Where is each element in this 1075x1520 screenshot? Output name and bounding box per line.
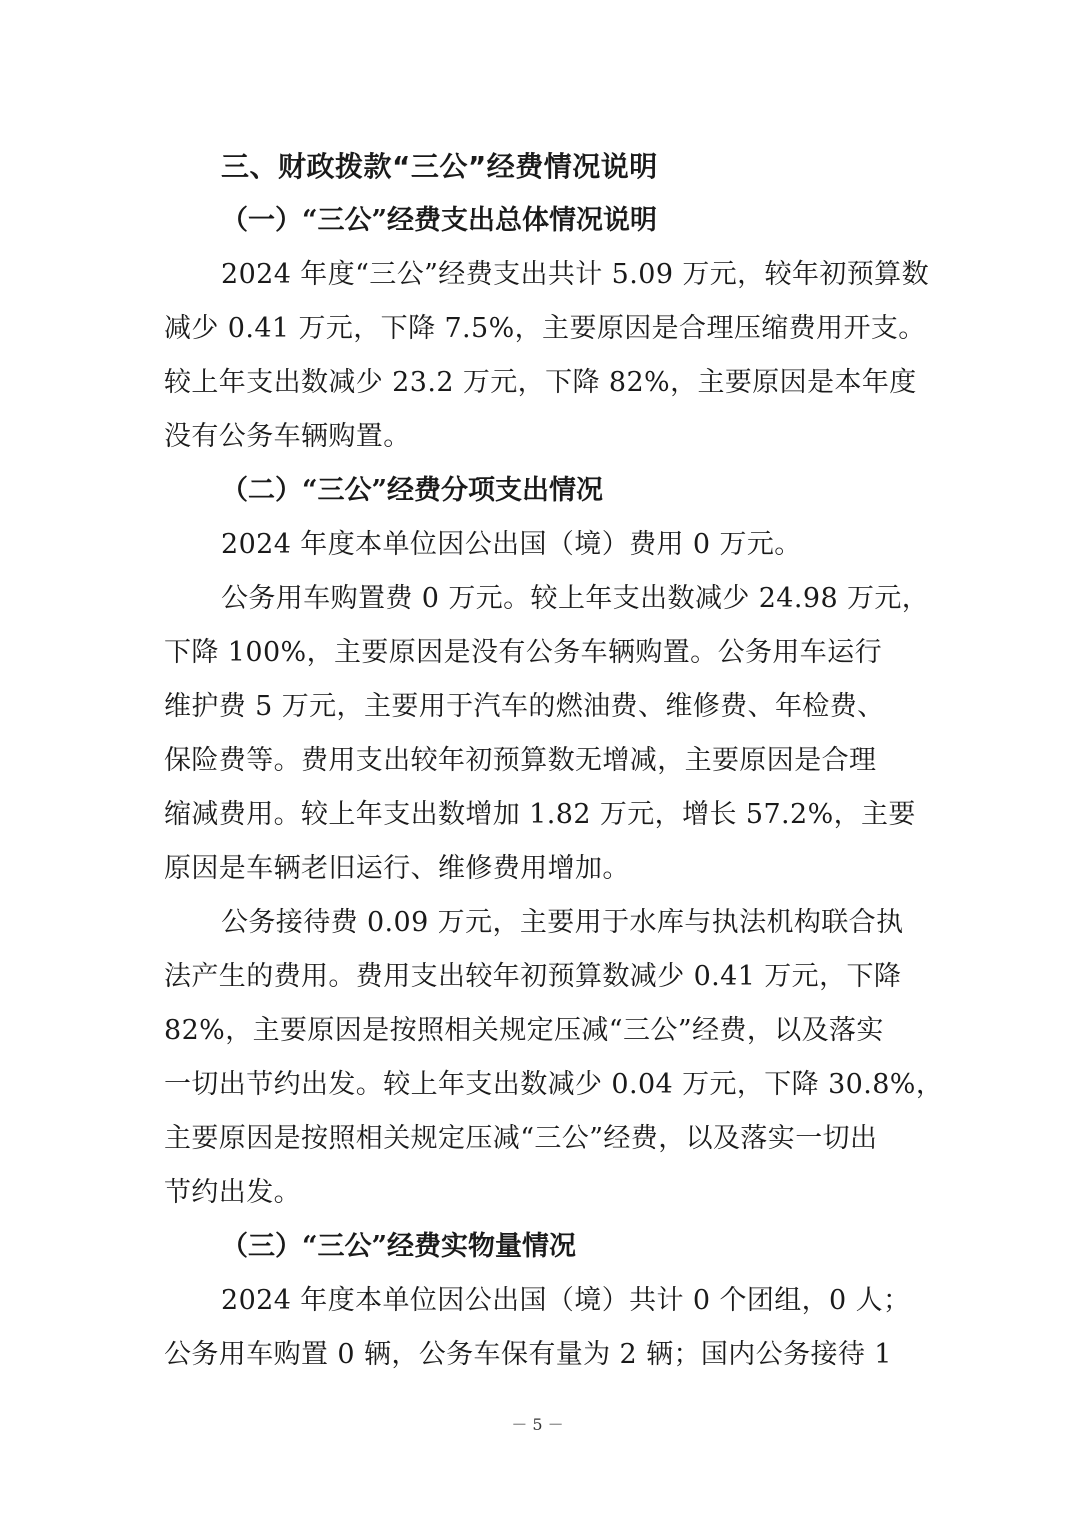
- paragraph-overall: [164, 248, 929, 464]
- paragraph-line: 节约出发。: [164, 1177, 301, 1208]
- page-number: － 5 －: [511, 1415, 564, 1434]
- paragraph-vehicles: [164, 572, 930, 896]
- paragraph-line: 缩减费用。较上年支出数增加 1.82 万元，增长 57.2%，主要: [164, 799, 916, 830]
- paragraph-line: 维护费 5 万元，主要用于汽车的燃油费、维修费、年检费、: [164, 691, 885, 722]
- paragraph-line: 原因是车辆老旧运行、维修费用增加。: [164, 853, 630, 884]
- paragraph-line: 没有公务车辆购置。: [164, 421, 411, 452]
- paragraph-physical-quantity: [164, 1274, 914, 1382]
- section-heading: 三、财政拨款“三公”经费情况说明: [221, 150, 658, 183]
- paragraph-line: 2024 年度“三公”经费支出共计 5.09 万元，较年初预算数: [221, 259, 929, 290]
- paragraph-line: 2024 年度本单位因公出国（境）费用 0 万元。: [221, 529, 802, 560]
- paragraph-line: 公务用车购置 0 辆，公务车保有量为 2 辆；国内公务接待 1: [164, 1339, 892, 1370]
- paragraph-line: 下降 100%，主要原因是没有公务车辆购置。公务用车运行: [164, 637, 882, 668]
- paragraph-reception: [164, 896, 944, 1220]
- paragraph-line: 法产生的费用。费用支出较年初预算数减少 0.41 万元，下降: [164, 961, 902, 992]
- paragraph-line: 2024 年度本单位因公出国（境）共计 0 个团组，0 人；: [221, 1285, 911, 1316]
- paragraph-line: 较上年支出数减少 23.2 万元，下降 82%，主要原因是本年度: [164, 367, 917, 398]
- paragraph-line: 减少 0.41 万元，下降 7.5%，主要原因是合理压缩费用开支。: [164, 313, 926, 344]
- document-body: [164, 140, 944, 1382]
- paragraph-line: 一切出节约出发。较上年支出数减少 0.04 万元，下降 30.8%，: [164, 1069, 944, 1100]
- paragraph-line: 主要原因是按照相关规定压减“三公”经费，以及落实一切出: [164, 1123, 878, 1154]
- subsection-heading-3: （三）“三公”经费实物量情况: [221, 1231, 577, 1262]
- paragraph-line: 保险费等。费用支出较年初预算数无增减，主要原因是合理: [164, 745, 877, 776]
- paragraph-line: 公务用车购置费 0 万元。较上年支出数减少 24.98 万元，: [221, 583, 930, 614]
- paragraph-line: 82%，主要原因是按照相关规定压减“三公”经费，以及落实: [164, 1015, 884, 1046]
- subsection-heading-2: （二）“三公”经费分项支出情况: [221, 475, 604, 506]
- subsection-heading-1: （一）“三公”经费支出总体情况说明: [221, 205, 658, 236]
- paragraph-overseas: [164, 518, 914, 572]
- paragraph-line: 公务接待费 0.09 万元，主要用于水库与执法机构联合执: [221, 907, 904, 938]
